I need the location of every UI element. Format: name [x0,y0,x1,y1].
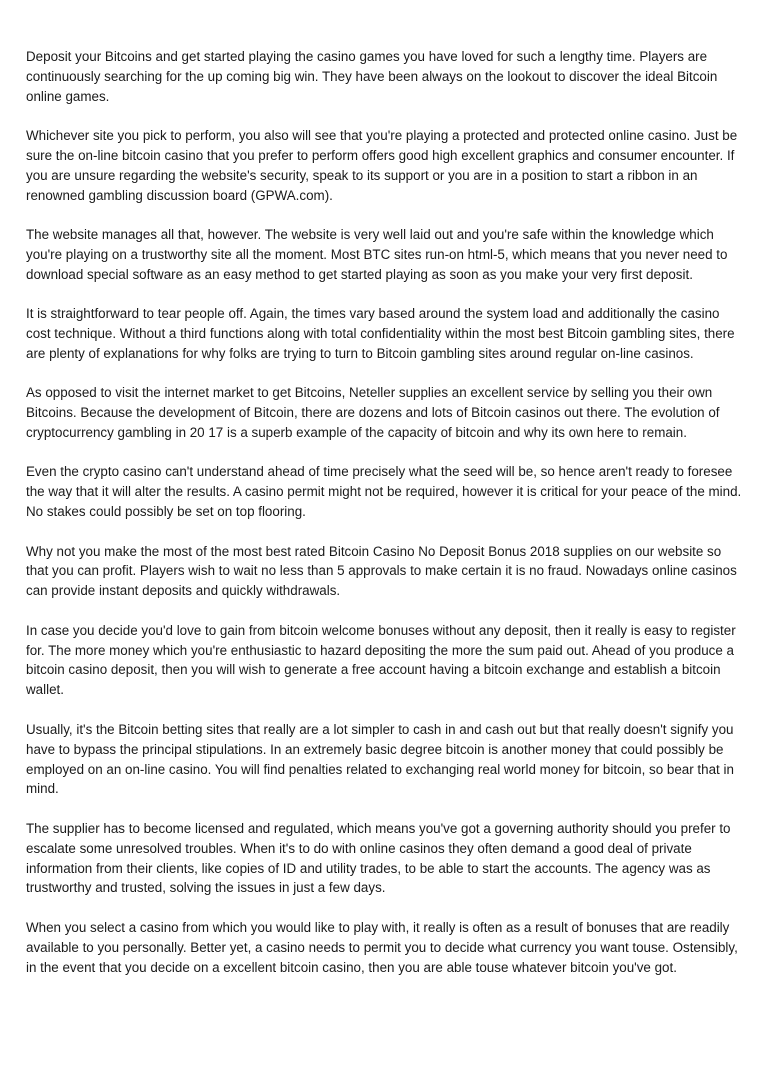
paragraph-7: Why not you make the most of the most best rated Bitcoin Casino No Deposit Bonus 2018 supplies on our website so that you can profit. Players wish to wait no less than 5 approvals to make certain it is no fraud. Nowadays online casinos can provide instant deposits and quickly withdrawals. [26,543,737,599]
paragraph-9: Usually, it's the Bitcoin betting sites that really are a lot simpler to cash in and cash out but that really doesn't signify you have to bypass the principal stipulations. In an extremely basic degree bitcoin is another money that could possibly be employed on an on-line casino. You will find penalties related to exchanging real world money for bitcoin, so bear that in mind. [26,721,734,797]
paragraph-5: As opposed to visit the internet market to get Bitcoins, Neteller supplies an excellent service by selling you their own Bitcoins. Because the development of Bitcoin, there are dozens and lots of Bitcoin casinos out there. The evolution of cryptocurrency gambling in 20 17 is a superb example of the capacity of bitcoin and why its own here to remain. [26,385,720,441]
document-page [26,47,746,997]
paragraph-3: The website manages all that, however. The website is very well laid out and you're safe within the knowledge which you're playing on a trustworthy site all the moment. Most BTC sites run-on html-5, which means that you never need to download special software as an easy method to get started playing as soon as you make your very first deposit. [26,227,728,282]
paragraph-4: It is straightforward to tear people off. Again, the times vary based around the system load and additionally the casino cost technique. Without a third functions along with total confidentiality within the most best Bitcoin gambling sites, there are plenty of explanations for why folks are trying to turn to Bitcoin gambling sites around regular on-line casinos. [26,306,735,362]
paragraph-1: Deposit your Bitcoins and get started playing the casino games you have loved for such a lengthy time. Players are continuously searching for the up coming big win. They have been always on the lookout to discover the ideal Bitcoin online games. [26,49,718,104]
paragraph-8: In case you decide you'd love to gain from bitcoin welcome bonuses without any deposit, then it really is easy to register for. The more money which you're enthusiastic to hazard depositing the more the sum paid out. Ahead of you produce a bitcoin casino deposit, then you will wish to generate a free account having a bitcoin exchange and establish a bitcoin wallet. [26,622,736,698]
paragraph-6: Even the crypto casino can't understand ahead of time precisely what the seed will be, so hence aren't ready to foresee the way that it will alter the results. A casino permit might not be required, however it is critical for your peace of the mind. No stakes could possibly be set on top flooring. [26,464,742,520]
paragraph-2: Whichever site you pick to perform, you also will see that you're playing a protected and protected online casino. Just be sure the on-line bitcoin casino that you prefer to perform offers good high excellent graphics and consumer encounter. If you are unsure regarding the website's security, speak to its support or you are in a position to start a ribbon in an renowned gambling discussion board (GPWA.com). [26,128,738,203]
paragraph-11: When you select a casino from which you would like to play with, it really is often as a result of bonuses that are readily available to you personally. Better yet, a casino needs to permit you to decide what currency you want touse. Ostensibly, in the event that you decide on a excellent bitcoin casino, then you are able touse whatever bitcoin you've got. [26,919,738,975]
paragraph-10: The supplier has to become licensed and regulated, which means you've got a governing authority should you prefer to escalate some unresolved troubles. When it's to do with online casinos they often demand a good deal of private information from their clients, like copies of ID and utility trades, to be able to start the accounts. The agency was as trustworthy and trusted, solving the issues in just a few days. [26,820,731,896]
